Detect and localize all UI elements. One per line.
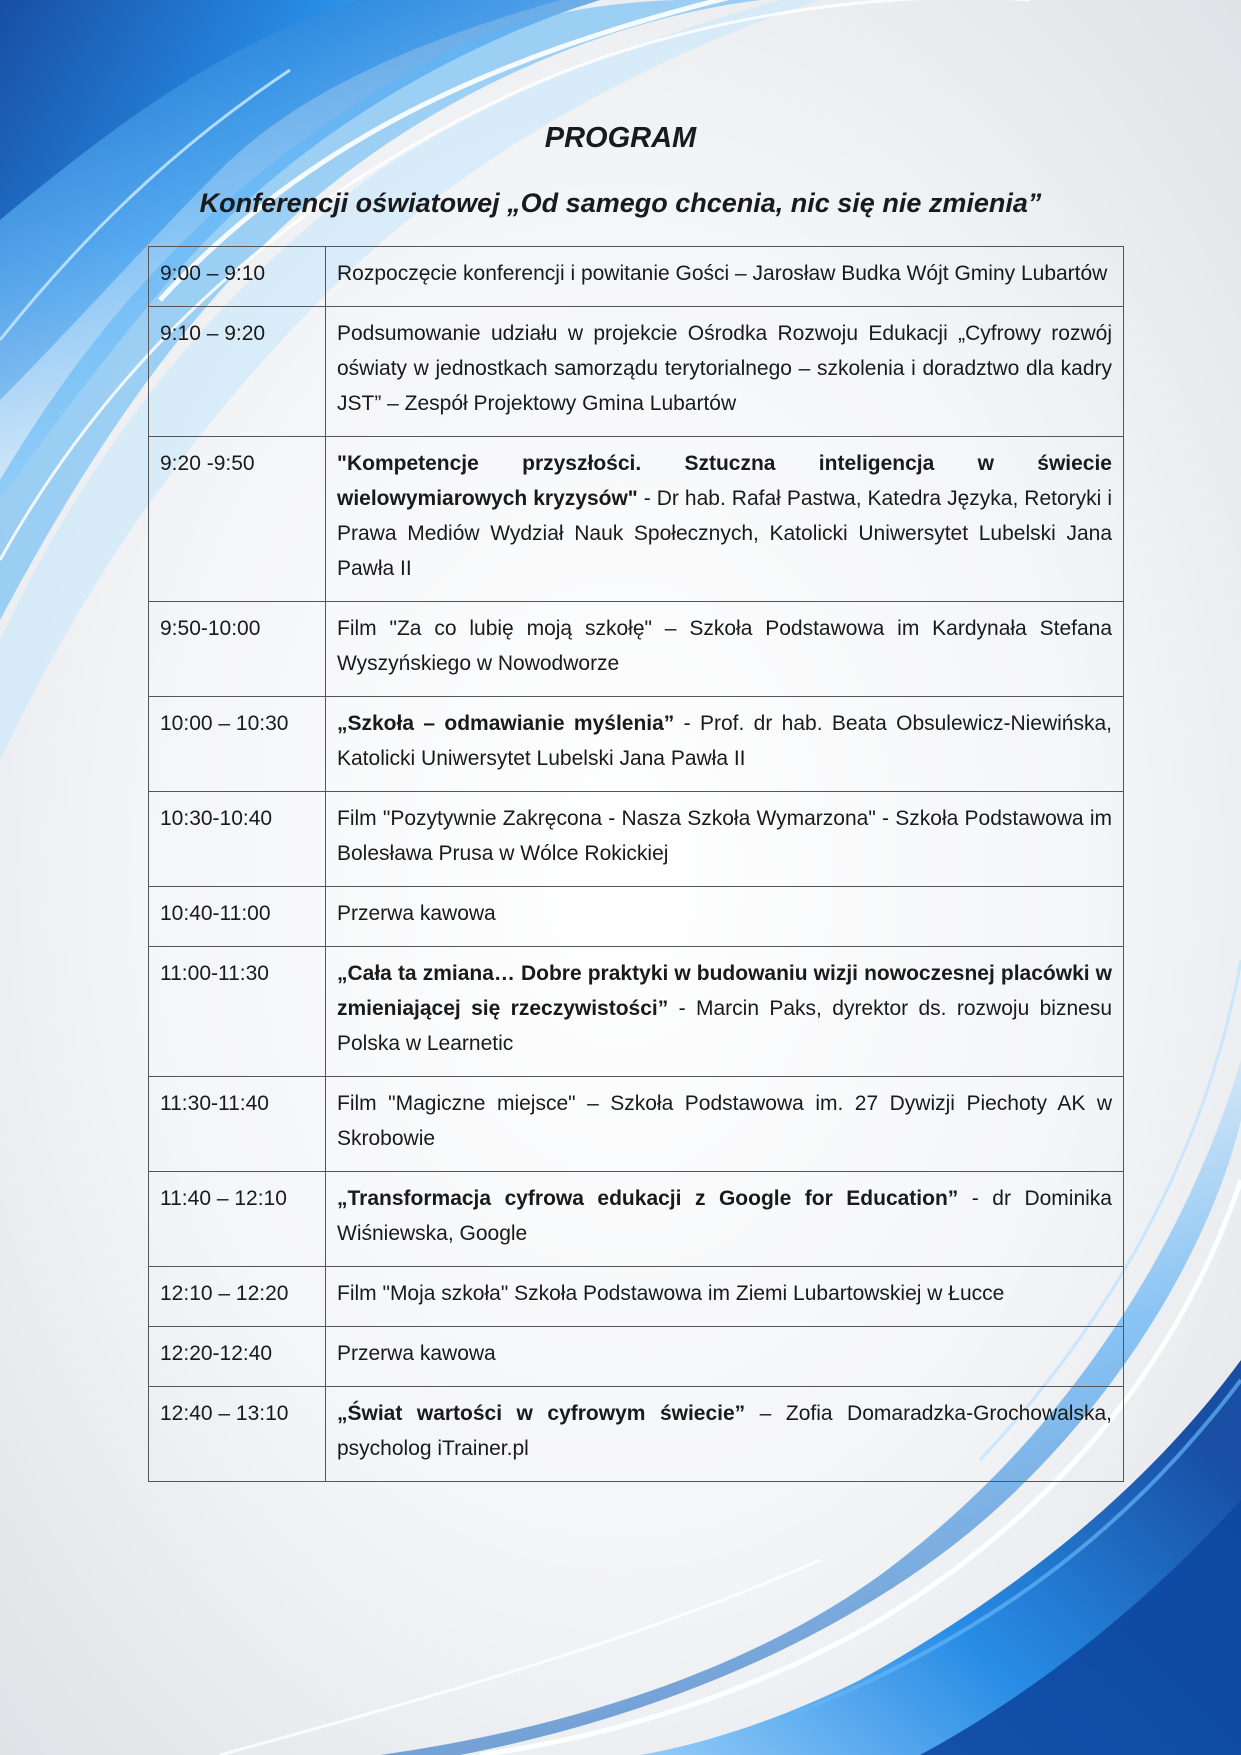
- talk-title: „Cała ta zmiana… Dobre praktyki w budowaniu wizji nowoczesnej placówki w zmieniającej się rzeczywistości”: [337, 962, 1112, 1020]
- time-cell: 12:40 – 13:10: [149, 1387, 326, 1482]
- description-text: Film "Pozytywnie Zakręcona - Nasza Szkoła Wymarzona" - Szkoła Podstawowa im Bolesława Prusa w Wólce Rokickiej: [337, 807, 1112, 865]
- description-cell: [326, 437, 1124, 602]
- table-row: [149, 247, 1124, 307]
- time-cell: 12:20-12:40: [149, 1327, 326, 1387]
- description-cell: [326, 1077, 1124, 1172]
- description-cell: [326, 1267, 1124, 1327]
- time-cell: 9:50-10:00: [149, 602, 326, 697]
- description-text: - Prof. dr hab. Beata Obsulewicz-Niewińska, Katolicki Uniwersytet Lubelski Jana Pawła II: [337, 712, 1113, 770]
- description-text: Film "Moja szkoła" Szkoła Podstawowa im Ziemi Lubartowskiej w Łucce: [337, 1282, 1005, 1305]
- table-row: [149, 1387, 1124, 1482]
- table-row: [149, 1267, 1124, 1327]
- description-cell: [326, 1172, 1124, 1267]
- description-text: Film "Magiczne miejsce" – Szkoła Podstawowa im. 27 Dywizji Piechoty AK w Skrobowie: [337, 1092, 1112, 1150]
- table-row: [149, 697, 1124, 792]
- table-row: [149, 437, 1124, 602]
- table-row: [149, 1077, 1124, 1172]
- table-row: [149, 307, 1124, 437]
- talk-title: "Kompetencje przyszłości. Sztuczna inteligencja w świecie wielowymiarowych kryzysów": [337, 452, 1112, 510]
- table-row: [149, 947, 1124, 1077]
- time-cell: 9:20 -9:50: [149, 437, 326, 602]
- time-cell: 11:00-11:30: [149, 947, 326, 1077]
- description-cell: [326, 307, 1124, 437]
- page-subtitle: Konferencji oświatowej „Od samego chcenia, nic się nie zmienia”: [199, 188, 1042, 218]
- description-text: - Dr hab. Rafał Pastwa, Katedra Języka, Retoryki i Prawa Mediów Wydział Nauk Społecznych, Katolicki Uniwersytet Lubelski Jana Pawła II: [337, 487, 1112, 580]
- description-text: Film "Za co lubię moją szkołę" – Szkoła Podstawowa im Kardynała Stefana Wyszyńskiego w Nowodworze: [337, 617, 1112, 675]
- time-cell: 10:30-10:40: [149, 792, 326, 887]
- talk-title: „Transformacja cyfrowa edukacji z Google for Education”: [337, 1187, 959, 1210]
- page-title: PROGRAM: [544, 122, 697, 154]
- description-cell: [326, 792, 1124, 887]
- description-text: Przerwa kawowa: [337, 1342, 496, 1365]
- time-cell: 11:40 – 12:10: [149, 1172, 326, 1267]
- description-text: – Zofia Domaradzka-Grochowalska, psycholog iTrainer.pl: [337, 1402, 1112, 1460]
- table-row: [149, 1327, 1124, 1387]
- description-text: - Marcin Paks, dyrektor ds. rozwoju biznesu Polska w Learnetic: [337, 997, 1112, 1055]
- talk-title: „Świat wartości w cyfrowym świecie”: [337, 1402, 746, 1425]
- table-row: [149, 887, 1124, 947]
- table-row: [149, 792, 1124, 887]
- description-cell: [326, 697, 1124, 792]
- time-cell: 9:00 – 9:10: [149, 247, 326, 307]
- schedule-table: [148, 246, 1124, 1482]
- table-row: [149, 1172, 1124, 1267]
- time-cell: 10:00 – 10:30: [149, 697, 326, 792]
- description-text: Rozpoczęcie konferencji i powitanie Gości – Jarosław Budka Wójt Gminy Lubartów: [337, 262, 1108, 285]
- description-text: - dr Dominika Wiśniewska, Google: [337, 1187, 1112, 1245]
- description-cell: [326, 947, 1124, 1077]
- description-cell: [326, 602, 1124, 697]
- time-cell: 12:10 – 12:20: [149, 1267, 326, 1327]
- description-cell: [326, 1387, 1124, 1482]
- time-cell: 10:40-11:00: [149, 887, 326, 947]
- description-cell: [326, 247, 1124, 307]
- description-cell: [326, 887, 1124, 947]
- description-text: Podsumowanie udziału w projekcie Ośrodka Rozwoju Edukacji „Cyfrowy rozwój oświaty w jednostkach samorządu terytorialnego – szkolenia i doradztwo dla kadry JST” – Zespół Projektowy Gmina Lubartów: [337, 322, 1112, 415]
- time-cell: 11:30-11:40: [149, 1077, 326, 1172]
- table-row: [149, 602, 1124, 697]
- description-text: Przerwa kawowa: [337, 902, 496, 925]
- talk-title: „Szkoła – odmawianie myślenia”: [337, 712, 675, 735]
- time-cell: 9:10 – 9:20: [149, 307, 326, 437]
- description-cell: [326, 1327, 1124, 1387]
